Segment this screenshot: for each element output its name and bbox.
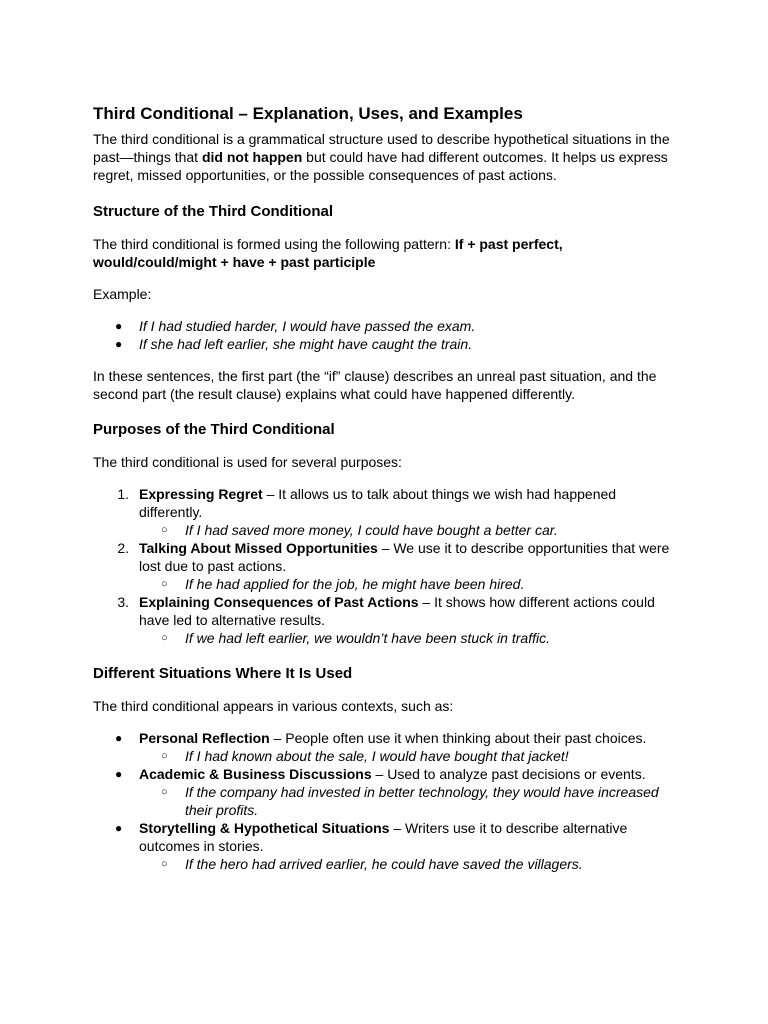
sub-list (139, 747, 678, 765)
intro-text: The third conditional is a grammatical structure used to describe hypothetical situations in the past—things that (93, 131, 670, 165)
circle-bullet-icon: ○ (161, 786, 168, 798)
sub-list-item (139, 521, 678, 539)
purpose-description: – It shows how different actions could have led to alternative results. (139, 594, 655, 628)
structure-paragraph (93, 235, 678, 271)
purposes-list (93, 485, 678, 647)
list-item (93, 317, 678, 335)
example-label: Example: (93, 286, 152, 302)
example-sentence: If I had saved more money, I could have bought a better car. (185, 522, 558, 538)
list-item (93, 539, 678, 593)
structure-heading: Structure of the Third Conditional (93, 203, 333, 220)
intro-text-end: but could have had different outcomes. It helps us express regret, missed opportunities, or the possible consequences of past actions. (93, 149, 668, 183)
sub-list (139, 575, 678, 593)
situation-description: – Writers use it to describe alternative outcomes in stories. (139, 820, 628, 854)
circle-bullet-icon: ○ (161, 524, 168, 536)
structure-pattern: If + past perfect, would/could/might + have + past participle (93, 236, 563, 270)
purpose-description: – It allows us to talk about things we wish had happened differently. (139, 486, 617, 520)
sub-list (139, 783, 678, 819)
circle-bullet-icon: ○ (161, 578, 168, 590)
example-list (93, 317, 678, 353)
list-number: 3. (117, 594, 129, 610)
sub-list (139, 855, 678, 873)
situation-description: – Used to analyze past decisions or events. (371, 766, 646, 782)
intro-bold-text: did not happen (201, 149, 303, 165)
purpose-description: – We use it to describe opportunities that were lost due to past actions. (139, 540, 670, 574)
situations-intro: The third conditional appears in various contexts, such as: (93, 698, 454, 714)
example-sentence: If I had studied harder, I would have passed the exam. (139, 318, 476, 334)
list-number: 1. (117, 486, 129, 502)
sub-list-item (139, 783, 678, 819)
circle-bullet-icon: ○ (161, 858, 168, 870)
explanation-paragraph: In these sentences, the first part (the “if” clause) describes an unreal past situation, and the second part (the result clause) explains what could have happened differently. (93, 368, 657, 402)
bullet-icon: ● (115, 319, 123, 333)
list-number: 2. (117, 540, 129, 556)
purpose-term: Talking About Missed Opportunities (139, 540, 378, 556)
bullet-icon: ● (115, 767, 123, 781)
bullet-icon: ● (115, 731, 123, 745)
example-sentence: If we had left earlier, we wouldn’t have been stuck in traffic. (185, 630, 550, 646)
example-sentence: If the company had invested in better technology, they would have increased their profits. (185, 784, 659, 818)
example-sentence: If she had left earlier, she might have caught the train. (139, 336, 473, 352)
sub-list-item (139, 747, 678, 765)
circle-bullet-icon: ○ (161, 632, 168, 644)
bullet-icon: ● (115, 337, 123, 351)
list-item (93, 765, 678, 819)
example-sentence: If he had applied for the job, he might have been hired. (185, 576, 525, 592)
situation-term: Personal Reflection (139, 730, 270, 746)
structure-text: The third conditional is formed using the following pattern: (93, 236, 455, 252)
bullet-icon: ● (115, 821, 123, 835)
situation-description: – People often use it when thinking about their past choices. (269, 730, 647, 746)
circle-bullet-icon: ○ (161, 750, 168, 762)
list-item (93, 335, 678, 353)
list-item (93, 819, 678, 873)
sub-list-item (139, 575, 678, 593)
list-item (93, 485, 678, 539)
document-content (93, 103, 678, 873)
situations-list (93, 729, 678, 873)
purposes-intro: The third conditional is used for several purposes: (93, 454, 402, 470)
purposes-heading: Purposes of the Third Conditional (93, 421, 335, 438)
example-sentence: If the hero had arrived earlier, he could have saved the villagers. (185, 856, 583, 872)
situation-term: Academic & Business Discussions (139, 766, 372, 782)
situation-term: Storytelling & Hypothetical Situations (139, 820, 390, 836)
sub-list (139, 521, 678, 539)
sub-list-item (139, 629, 678, 647)
intro-paragraph (93, 130, 678, 184)
purpose-term: Explaining Consequences of Past Actions (139, 594, 419, 610)
example-sentence: If I had known about the sale, I would have bought that jacket! (185, 748, 569, 764)
document-title: Third Conditional – Explanation, Uses, and Examples (93, 104, 523, 123)
situations-heading: Different Situations Where It Is Used (93, 665, 353, 682)
sub-list-item (139, 855, 678, 873)
list-item (93, 729, 678, 765)
sub-list (139, 629, 678, 647)
purpose-term: Expressing Regret (139, 486, 263, 502)
list-item (93, 593, 678, 647)
